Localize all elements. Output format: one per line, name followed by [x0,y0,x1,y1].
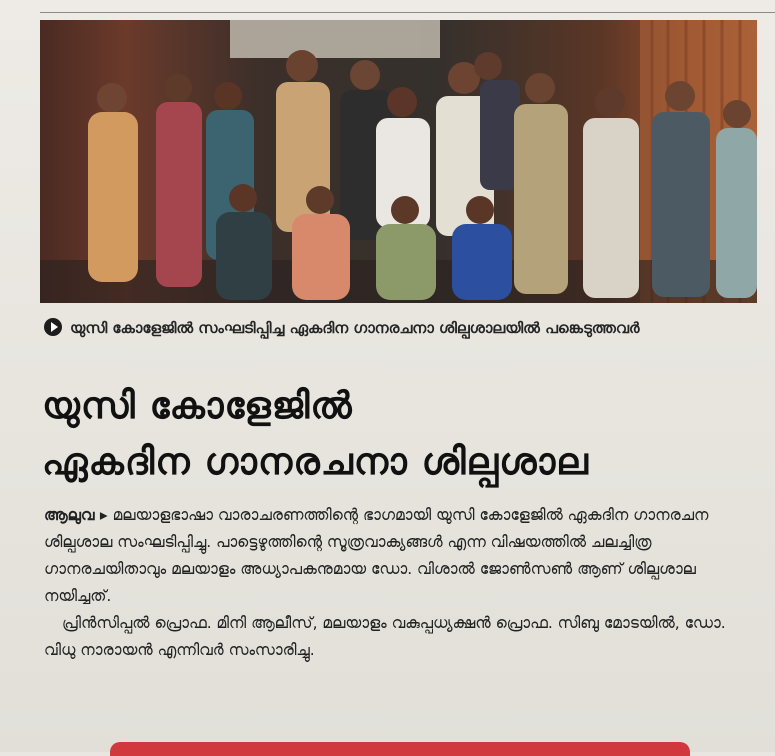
headline [42,378,762,490]
group-photo-illustration [40,20,757,303]
play-bullet-icon [44,318,62,336]
article-paragraph-2: പ്രിൻസിപ്പൽ പ്രൊഫ. മിനി ആലീസ്, മലയാളം വകുപ്പധ്യക്ഷൻ പ്രൊഫ. സിബു മോടയിൽ, ഡോ. വിധു നാരായൻ എന്നിവർ സംസാരിച്ചു. [44,614,726,659]
headline-line-1: യുസി കോളേജിൽ [42,384,353,427]
photo-caption [44,317,744,339]
article-dateline: ആലുവ ▸ [44,506,108,524]
article-paragraph-1-text: മലയാളഭാഷാ വാരാചരണത്തിന്റെ ഭാഗമായി യുസി കോളേജിൽ ഏകദിന ഗാനരചന ശില്പശാല സംഘടിപ്പിച്ചു. പാട്ടെഴുത്തിന്റെ സൂത്രവാക്യങ്ങൾ എന്ന വിഷയത്തിൽ ചലച്ചിത്ര ഗാനരചയിതാവും മലയാളം അധ്യാപകനുമായ ഡോ. വിശാൽ ജോൺസൺ ആണ് ശില്പശാല നയിച്ചത്. [44,506,709,605]
photo-caption-text: യുസി കോളേജിൽ സംഘടിപ്പിച്ച ഏകദിന ഗാനരചനാ ശില്പശാലയിൽ പങ്കെടുത്തവർ [70,319,640,337]
article-paragraph-1 [44,502,756,610]
top-rule-divider [40,12,775,13]
next-article-banner-edge [110,742,690,756]
article-body [44,502,756,664]
headline-line-2: ഏകദിന ഗാനരചനാ ശില്പശാല [42,440,589,483]
group-photo [40,20,757,303]
